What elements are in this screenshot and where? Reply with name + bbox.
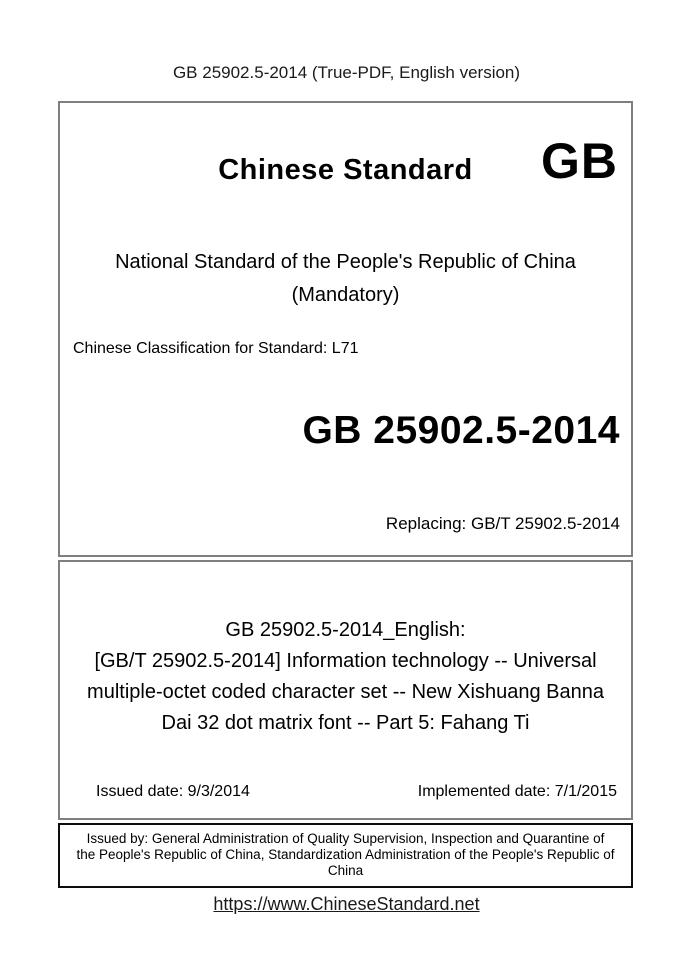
page-footer <box>0 894 693 915</box>
issuer-text <box>60 831 631 879</box>
description-line: multiple-octet coded character set -- New Xishuang Banna <box>87 681 604 703</box>
description-box <box>58 560 633 820</box>
standard-number: GB 25902.5-2014 <box>302 409 620 452</box>
mandatory-label: (Mandatory) <box>291 284 400 306</box>
description-line: GB 25902.5-2014_English: <box>225 619 466 641</box>
implemented-date: Implemented date: 7/1/2015 <box>417 783 617 800</box>
cover-box <box>58 101 633 557</box>
issuer-line: China <box>327 863 364 878</box>
brand-title: Chinese Standard <box>218 154 473 186</box>
issuer-line: the People's Republic of China, Standardization Administration of the People's Republic of <box>76 847 615 862</box>
description-line: [GB/T 25902.5-2014] Information technology -- Universal <box>94 650 597 672</box>
replacing-note: Replacing: GB/T 25902.5-2014 <box>385 514 620 533</box>
gb-logo: GB <box>541 133 618 189</box>
issued-date: Issued date: 9/3/2014 <box>96 783 250 800</box>
issuer-box <box>58 823 633 888</box>
classification-line: Chinese Classification for Standard: L71 <box>73 340 359 357</box>
national-standard-line: National Standard of the People's Republic of China <box>115 251 576 273</box>
description-line: Dai 32 dot matrix font -- Part 5: Fahang Ti <box>161 712 530 734</box>
standard-description <box>60 615 631 739</box>
dates-row <box>96 783 617 801</box>
issuer-line: Issued by: General Administration of Quality Supervision, Inspection and Quarantine of <box>86 831 605 846</box>
page-header-title: GB 25902.5-2014 (True-PDF, English version) <box>172 63 521 82</box>
website-link[interactable]: https://www.ChineseStandard.net <box>213 894 480 914</box>
